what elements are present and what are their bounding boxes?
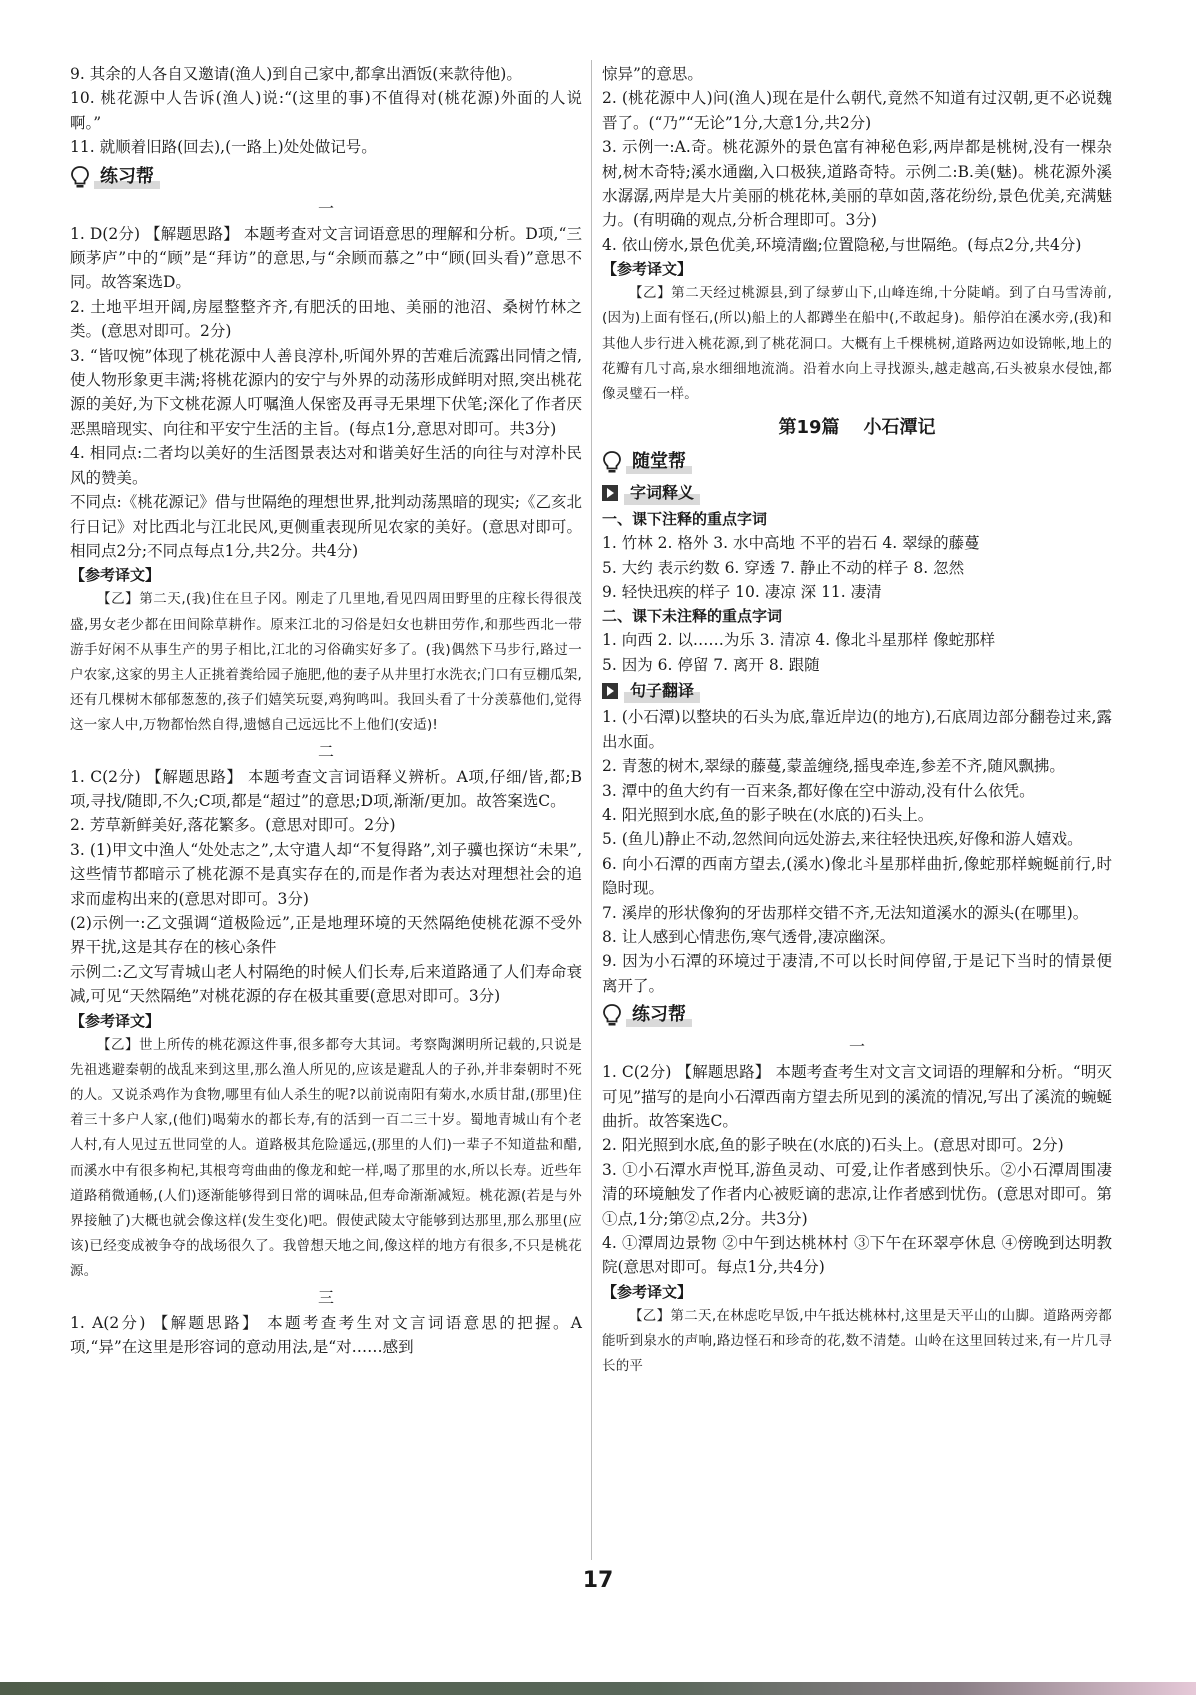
left-column [70, 62, 582, 1359]
reference-translation-label: 【参考译文】 [602, 1282, 693, 1301]
translation-item: 7. 溪岸的形状像狗的牙齿那样交错不齐,无法知道溪水的源头(在哪里)。 [602, 903, 1089, 922]
answer-item: 11. 就顺着旧路(回去),(一路上)处处做记号。 [70, 138, 377, 157]
group-heading: 一、课下注释的重点字词 [602, 510, 768, 529]
part-number: 三 [317, 1287, 334, 1307]
answer-item: 2. 芳草新鲜美好,落花繁多。(意思对即可。2分) [70, 816, 396, 835]
play-arrow-icon [602, 485, 618, 501]
answer-item: 2. (桃花源中人)问(渔人)现在是什么朝代,竟然不知道有过汉朝,更不必说魏晋了。(“乃”“无论”1分,大意1分,共2分) [602, 89, 1112, 132]
translation-item: 3. 潭中的鱼大约有一百来条,都好像在空中游动,没有什么依凭。 [602, 781, 1035, 800]
subsection-label: 字词释义 [624, 481, 700, 505]
section-header-practice [602, 1002, 1112, 1028]
subsection-label: 句子翻译 [624, 679, 700, 703]
answer-item: 1. A(2分) 【解题思路】 本题考查考生对文言词语意思的把握。A项,“异”在这里是形容词的意动用法,是“对……感到 [70, 1313, 582, 1357]
translation-item: 5. (鱼儿)静止不动,忽然间向远处游去,来往轻快迅疾,好像和游人嬉戏。 [602, 830, 1083, 849]
word-list-line: 1. 竹林 2. 格外 3. 水中高地 不平的岩石 4. 翠绿的藤蔓 [602, 534, 980, 553]
lightbulb-icon [70, 165, 90, 189]
word-list-line: 9. 轻快迅疾的样子 10. 凄凉 深 11. 凄清 [602, 583, 882, 602]
answer-item: 4. 相同点:二者均以美好的生活图景表达对和谐美好生活的向往与对淳朴民风的赞美。 [70, 444, 582, 487]
section-label: 练习帮 [626, 1002, 692, 1028]
answer-item: 4. ①潭周边景物 ②中午到达桃林村 ③下午在环翠亭休息 ④傍晚到达明教院(意思对即可。每点1分,共4分) [602, 1234, 1112, 1277]
reference-translation: 【乙】第二天,(我)住在旦子冈。刚走了几里地,看见四周田野里的庄稼长得很茂盛,男女老少都在田间除草耕作。原来江北的习俗是妇女也耕田劳作,和那些西北一带游手好闲不从事生产的男子相比,江北的习俗确实好多了。(我)偶然下马步行,路过一户农家,这家的男主人正挑着粪给园子施肥,他的妻子从井里打水洗衣;门口有豆棚瓜架,还有几棵树木郁郁葱葱的,孩子们嬉笑玩耍,鸡狗鸣叫。我回头看了十分羡慕他们,觉得这一家人中,万物都怡然自得,遗憾自己远远比不上他们(安适)! [70, 591, 582, 734]
answer-item: 10. 桃花源中人告诉(渔人)说:“(这里的事)不值得对(桃花源)外面的人说啊。” [70, 89, 582, 132]
answer-item: 3. ①小石潭水声悦耳,游鱼灵动、可爱,让作者感到快乐。②小石潭周围凄清的环境触发了作者内心被贬谪的悲凉,让作者感到忧伤。(意思对即可。第①点,1分;第②点,2分。共3分) [602, 1160, 1112, 1228]
answer-item: 不同点:《桃花源记》借与世隔绝的理想世界,批判动荡黑暗的现实;《乙亥北行日记》对比西北与江北民风,更侧重表现所见农家的美好。(意思对即可。相同点2分;不同点每点1分,共2分。共4分) [70, 493, 582, 560]
answer-item: (2)示例一:乙文强调“道极险远”,正是地理环境的天然隔绝使桃花源不受外界干扰,这是其存在的核心条件 [70, 913, 582, 957]
translation-item: 6. 向小石潭的西南方望去,(溪水)像北斗星那样曲折,像蛇那样蜿蜒前行,时隐时现。 [602, 854, 1112, 898]
word-list-line: 5. 大约 表示约数 6. 穿透 7. 静止不动的样子 8. 忽然 [602, 558, 965, 577]
reference-translation-label: 【参考译文】 [70, 566, 161, 585]
chapter-name: 小石潭记 [863, 417, 936, 439]
answer-item: 1. C(2分) 【解题思路】 本题考查考生对文言文词语的理解和分析。“明灭可见”描写的是向小石潭西南方望去所见到的溪流的情况,写出了溪流的蜿蜒曲折。故答案选C。 [602, 1063, 1112, 1130]
section-label: 练习帮 [94, 164, 160, 190]
answer-item: 示例二:乙文写青城山老人村隔绝的时候人们长寿,后来道路通了人们寿命衰减,可见“天然隔绝”对桃花源的存在极其重要(意思对即可。3分) [70, 962, 582, 1006]
answer-item: 2. 土地平坦开阔,房屋整整齐齐,有肥沃的田地、美丽的池沼、桑树竹林之类。(意思对即可。2分) [70, 297, 582, 341]
translation-item: 8. 让人感到心情悲伤,寒气透骨,凄凉幽深。 [602, 927, 896, 946]
chapter-title [602, 411, 1112, 445]
part-number: 一 [848, 1037, 865, 1057]
answer-item: 4. 依山傍水,景色优美,环境清幽;位置隐秘,与世隔绝。(每点2分,共4分) [602, 235, 1082, 254]
answer-item: 3. “皆叹惋”体现了桃花源中人善良淳朴,听闻外界的苦难后流露出同情之情,使人物形象更丰满;将桃花源内的安宁与外界的动荡形成鲜明对照,突出桃花源的美好,为下文桃花源人叮嘱渔人保密及再寻无果埋下伏笔;深化了作者厌恶黑暗现实、向往和平安宁生活的主旨。(每点1分,意思对即可。共3分) [70, 346, 582, 438]
translation-item: 4. 阳光照到水底,鱼的影子映在(水底的)石头上。 [602, 805, 934, 824]
bottom-color-band [0, 1682, 1196, 1695]
section-header-in-class [602, 449, 1112, 475]
translation-item: 9. 因为小石潭的环境过于凄清,不可以长时间停留,于是记下当时的情景便离开了。 [602, 952, 1112, 995]
right-column [602, 62, 1112, 1379]
lightbulb-icon [602, 450, 622, 474]
answer-item: 3. 示例一:A.奇。桃花源外的景色富有神秘色彩,两岸都是桃树,没有一棵杂树,树木奇特;溪水通幽,入口极狭,道路奇特。示例二:B.美(魅)。桃花源外溪水潺潺,两岸是大片美丽的桃花林,美丽的草如茵,落花纷纷,景色优美,充满魅力。(有明确的观点,分析合理即可。3分) [602, 138, 1112, 230]
answer-item: 3. (1)甲文中渔人“处处志之”,太守遣人却“不复得路”,刘子骥也探访“未果”,这些情节都暗示了桃花源不是真实存在的,而是作者为表达对理想社会的追求而虚构出来的(意思对即可。3分) [70, 840, 582, 908]
lightbulb-icon [602, 1003, 622, 1027]
answer-item: 惊异”的意思。 [602, 65, 703, 83]
word-list-line: 5. 因为 6. 停留 7. 离开 8. 跟随 [602, 655, 820, 674]
answer-item: 1. D(2分) 【解题思路】 本题考查对文言词语意思的理解和分析。D项,“三顾茅庐”中的“顾”是“拜访”的意思,与“余顾而慕之”中“顾(回头看)”意思不同。故答案选D。 [70, 224, 582, 292]
translation-item: 1. (小石潭)以整块的石头为底,靠近岸边(的地方),石底周边部分翻卷过来,露出水面。 [602, 708, 1112, 751]
subsection-header [602, 679, 1112, 703]
group-heading: 二、课下未注释的重点字词 [602, 607, 783, 626]
reference-translation: 【乙】世上所传的桃花源这件事,很多都夸大其词。考察陶渊明所记载的,只说是先祖逃避秦朝的战乱来到这里,那么渔人所见的,应该是避乱人的子孙,并非秦朝时不死的人。又说杀鸡作为食物,哪里有仙人杀生的呢?以前说南阳有菊水,水质甘甜,(那里)住着三十多户人家,(他们)喝菊水的都长寿,有的活到一百二三十岁。蜀地青城山有个老人村,有人见过五世同堂的人。道路极其危险遥远,(那里的人们)一辈子不知道盐和醋,而溪水中有很多枸杞,其根弯弯曲曲的像龙和蛇一样,喝了那里的水,所以长寿。近些年道路稍微通畅,(人们)逐渐能够得到日常的调味品,但寿命渐渐减短。桃花源(若是与外界接触了)大概也就会像这样(发生变化)吧。假使武陵太守能够到达那里,那么那里(应该)已经变成被争夺的战场很久了。我曾想天地之间,像这样的地方有很多,不只是桃花源。 [70, 1036, 582, 1280]
answer-item: 2. 阳光照到水底,鱼的影子映在(水底的)石头上。(意思对即可。2分) [602, 1136, 1064, 1155]
section-header-practice [70, 164, 582, 190]
answer-item: 9. 其余的人各自又邀请(渔人)到自己家中,都拿出酒饭(来款待他)。 [70, 65, 522, 83]
reference-translation: 【乙】第二天,在林虑吃早饭,中午抵达桃林村,这里是天平山的山脚。道路两旁都能听到泉水的声响,路边怪石和珍奇的花,数不清楚。山岭在这里回转过来,有一片几寻长的平 [602, 1307, 1112, 1375]
page-number: 17 [582, 1568, 614, 1593]
reference-translation-label: 【参考译文】 [70, 1011, 161, 1030]
reference-translation: 【乙】第二天经过桃源县,到了绿萝山下,山峰连绵,十分陡峭。到了白马雪涛前,(因为)上面有怪石,(所以)船上的人都蹲坐在船中(,不敢起身)。船停泊在溪水旁,(我)和其他人步行进入桃花源,到了桃花洞口。大概有上千棵桃树,道路两边如设锦帐,地上的花瓣有几寸高,泉水细细地流淌。沿着水向上寻找源头,越走越高,石头被泉水侵蚀,都像灵璧石一样。 [602, 285, 1112, 403]
part-number: 一 [317, 198, 334, 218]
part-number: 二 [317, 741, 334, 761]
section-label: 随堂帮 [626, 449, 692, 475]
subsection-header [602, 481, 1112, 505]
play-arrow-icon [602, 683, 618, 699]
chapter-number: 第19篇 [778, 417, 840, 439]
column-divider [591, 60, 592, 1560]
answer-item: 1. C(2分) 【解题思路】 本题考查文言词语释义辨析。A项,仔细/皆,都;B项,寻找/随即,不久;C项,都是“超过”的意思;D项,渐渐/更加。故答案选C。 [70, 767, 582, 810]
translation-item: 2. 青葱的树木,翠绿的藤蔓,蒙盖缠绕,摇曳牵连,参差不齐,随风飘拂。 [602, 757, 1065, 776]
word-list-line: 1. 向西 2. 以……为乐 3. 清凉 4. 像北斗星那样 像蛇那样 [602, 631, 996, 650]
reference-translation-label: 【参考译文】 [602, 260, 693, 279]
